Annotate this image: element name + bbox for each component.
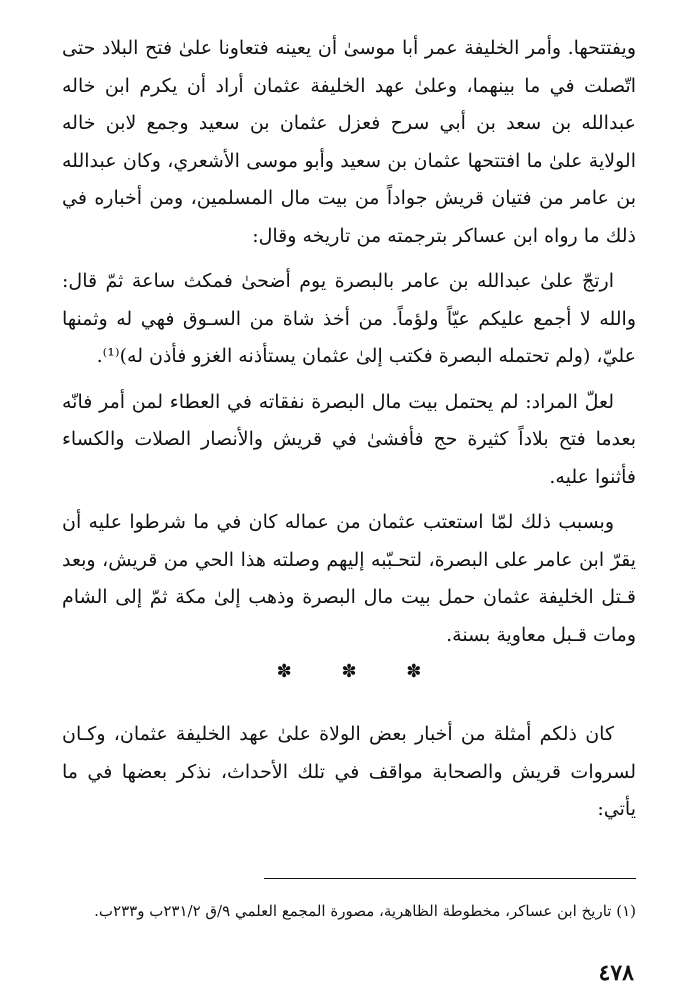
separator-star: ✽ (276, 661, 292, 682)
paragraph-3: لعلّ المراد: لم يحتمل بيت مال البصرة نفقاته في العطاء لمن أمر فانّه بعدما فتح بلاداً كثيرة حج فأفشىٰ في قريش والأنصار الصلات والكساء فأثنوا عليه. (62, 390, 636, 488)
section-separator (62, 654, 636, 690)
footnote: (١) تاريخ ابن عساكر، مخطوطة الظاهرية، مصورة المجمع العلمي ٩/ق ٢٣١/٢ب و٢٣٣ب. (94, 902, 636, 920)
main-text (62, 30, 636, 829)
paragraph-4: وبسبب ذلك لمّا استعتب عثمان من عماله كان في ما شرطوا عليه أن يقرّ ابن عامر على البصرة، لتحـبّبه إليهم وصلته هذا الحي من قريش، وبعد قـتل الخليفة عثمان حمل بيت مال البصرة وذهب إلىٰ مكة ثمّ إلى الشام ومات قـبل معاوية بسنة. (62, 511, 636, 646)
footnote-divider (264, 878, 636, 879)
paragraph-1: ويفتتحها. وأمر الخليفة عمر أبا موسىٰ أن يعينه فتعاونا علىٰ فتح البلاد حتى اتّصلت في ما بينهما، وعلىٰ عهد الخليفة عثمان أراد أن يكرم ابن خاله عبدالله بن سعد بن أبي سرح فعزل عثمان بن سعيد وجمع لابن خاله الولاية علىٰ ما افتتحها عثمان بن سعيد وأبو موسى الأشعري، وكان عبدالله بن عامر من فتيان قريش جواداً من بيت مال المسلمين، ومن أخباره في ذلك ما رواه ابن عساكر بترجمته من تاريخه وقال: (62, 37, 636, 247)
book-page (62, 30, 636, 996)
page-number: ٤٧٨ (598, 960, 634, 986)
paragraph-5: كان ذلكم أمثلة من أخبار بعض الولاة علىٰ عهد الخليفة عثمان، وكـان لسروات قريش والصحابة مواقف في تلك الأحداث، نذكر بعضها في ما يأتي: (62, 723, 636, 820)
separator-star: ✽ (341, 661, 357, 682)
quote-paragraph: ارتجّ علىٰ عبدالله بن عامر بالبصرة يوم أضحىٰ فمكث ساعة ثمّ قال: والله لا أجمع عليكم عيّاً ولؤماً. من أخذ شاة من السـوق فهي له وثمنها عليّ، (ولم تحتمله البصرة فكتب إلىٰ عثمان يستأذنه الغزو فأذن له)⁽¹⁾. (62, 270, 637, 367)
separator-star: ✽ (406, 661, 422, 682)
